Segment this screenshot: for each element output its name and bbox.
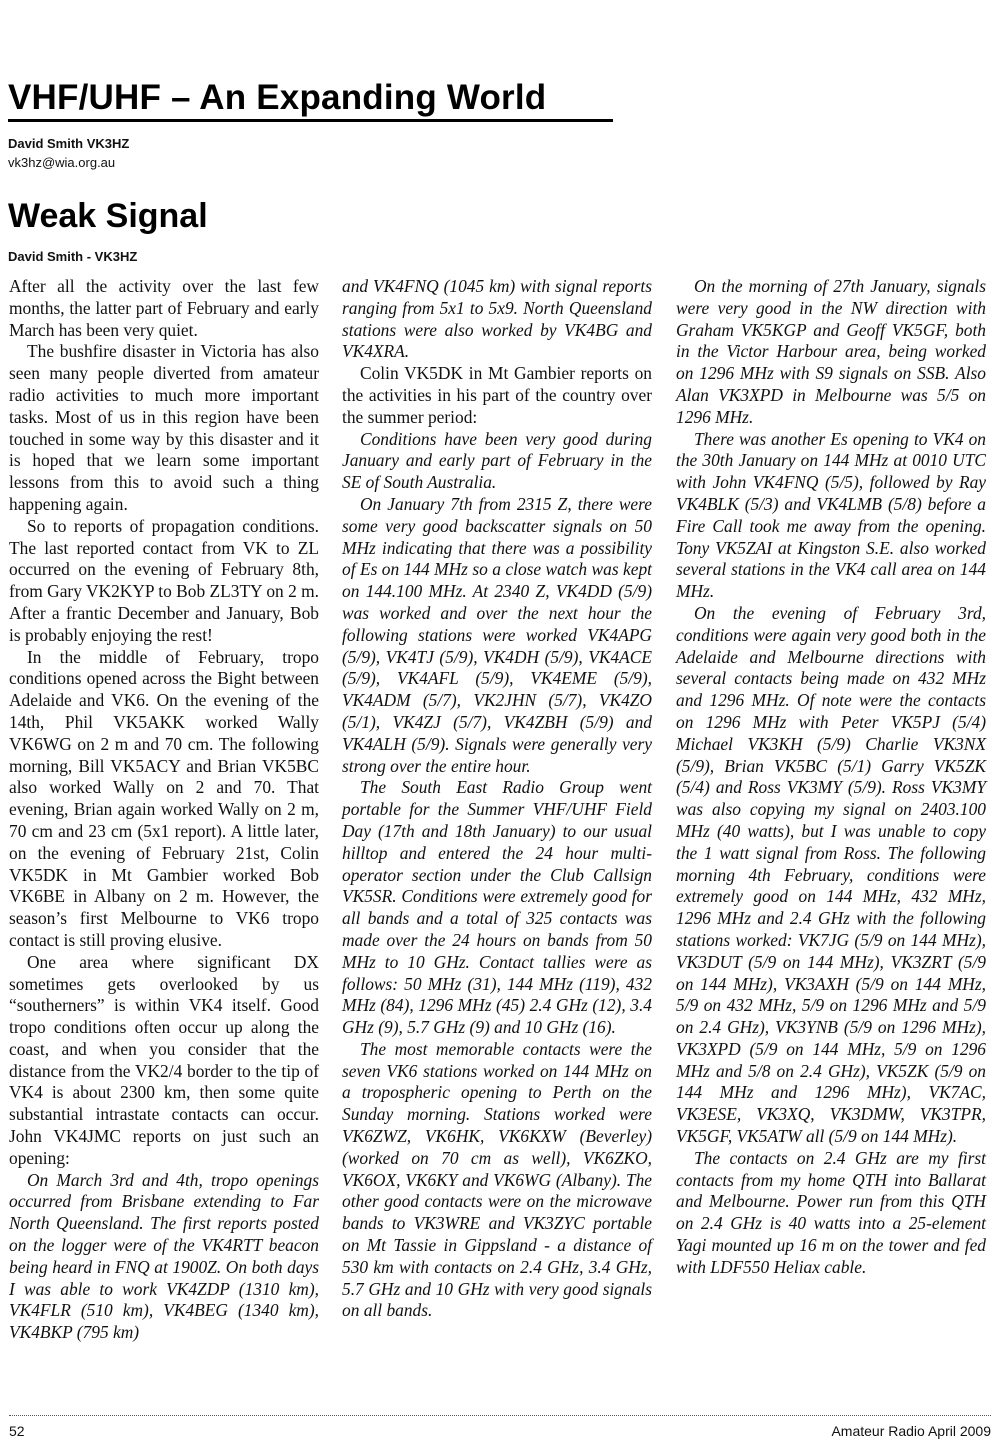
quoted-paragraph: On the evening of February 3rd, conditions were again very good both in the Adelaide and Melbourne directions with several contacts being made on 432 MHz and 1296 MHz. Of note were the contacts on 1296 MHz with Peter VK5PJ (5/4) Michael VK3KH (5/9) Charlie VK3NX (5/9), Brian VK5BC (5/1) Garry VK5ZK (5/4) and Ross VK3MY (5/9). Ross VK3MY was also copying my signal on 2403.100 MHz (40 watts), but I was unable to copy the 1 watt signal from Ross. The following morning 4th February, conditions were extremely good on 144 MHz, 432 MHz, 1296 MHz and 2.4 GHz with the following stations worked: VK7JG (5/9 on 144 MHz), VK3DUT (5/9 on 144 MHz), VK3ZRT (5/9 on 144 MHz), VK3AXH (5/9 on 144 MHz, 5/9 on 432 MHz, 5/9 on 1296 MHz and 5/9 on 2.4 GHz), VK3YNB (5/9 on 1296 MHz), VK3XPD (5/9 on 144 MHz, 5/9 on 1296 MHz and 5/8 on 2.4 GHz), VK5ZK (5/9 on 144 MHz and 1296 MHz), VK7AC, VK3ESE, VK3XQ, VK3DMW, VK3TPR, VK5GF, VK5ATW all (5/9 on 144 MHz). [676, 602, 986, 1147]
text-column-3 [676, 276, 986, 1279]
quoted-paragraph: The most memorable contacts were the seven VK6 stations worked on 144 MHz on a tropospheric opening to Perth on the Sunday morning. Stations worked were VK6ZWZ, VK6HK, VK6KXW (Beverley) (worked on 70 cm as well), VK6ZKO, VK6OX, VK6KY and VK6WG (Albany). The other good contacts were on the microwave bands to VK3WRE and VK3ZYC portable on Mt Tassie in Gippsland - a distance of 530 km with contacts on 2.4 GHz, 3.4 GHz, 5.7 GHz and 10 GHz with very good signals on all bands. [342, 1038, 652, 1321]
magazine-issue: Amateur Radio April 2009 [831, 1423, 991, 1439]
text-column-1 [9, 276, 319, 1344]
section-title: Weak Signal [8, 197, 208, 235]
author-name: David Smith VK3HZ [8, 136, 130, 151]
paragraph: So to reports of propagation conditions. The last reported contact from VK to ZL occurred on the evening of February 8th, from Gary VK2KYP to Bob ZL3TY on 2 m. After a frantic December and January, Bob is probably enjoying the rest! [9, 515, 319, 645]
quoted-paragraph: On January 7th from 2315 Z, there were some very good backscatter signals on 50 MHz indicating that there was a possibility of Es on 144 MHz so a close watch was kept on 144.100 MHz. At 2340 Z, VK4DD (5/9) was worked and over the next hour the following stations were worked VK4APG (5/9), VK4TJ (5/9), VK4DH (5/9), VK4ACE (5/9), VK4AFL (5/9), VK4EME (5/9), VK4ADM (5/7), VK2JHN (5/7), VK4ZO (5/1), VK4ZJ (5/7), VK4ZBH (5/9) and VK4ALH (5/9). Signals were generally very strong over the entire hour. [342, 493, 652, 776]
quoted-paragraph: The contacts on 2.4 GHz are my first contacts from my home QTH into Ballarat and Melbourne. Power run from this QTH on 2.4 GHz is 40 watts into a 25-element Yagi mounted up 16 m on the tower and fed with LDF550 Heliax cable. [676, 1147, 986, 1277]
quoted-paragraph: Conditions have been very good during January and early part of February in the SE of South Australia. [342, 428, 652, 493]
paragraph: One area where significant DX sometimes gets overlooked by us “southerners” is within VK4 itself. Good tropo conditions often occur up along the coast, and when you consider that the distance from the VK2/4 border to the tip of VK4 is about 2300 km, then some quite substantial intrastate contacts can occur. John VK4JMC reports on just such an opening: [9, 951, 319, 1168]
article-title: VHF/UHF – An Expanding World [8, 78, 613, 122]
section-byline: David Smith - VK3HZ [8, 249, 138, 264]
quoted-paragraph: There was another Es opening to VK4 on the 30th January on 144 MHz at 0010 UTC with John VK4FNQ (5/5), followed by Ray VK4BLK (5/3) and VK4LMB (5/8) before a Fire Call took me away from the opening. Tony VK5ZAI at Kingston S.E. also worked several stations in the VK4 call area on 144 MHz. [676, 428, 986, 602]
footer-divider [9, 1415, 991, 1416]
author-block [8, 134, 129, 172]
author-email: vk3hz@wia.org.au [8, 155, 116, 170]
quoted-paragraph: On March 3rd and 4th, tropo openings occurred from Brisbane extending to Far North Queensland. The first reports posted on the logger were of the VK4RTT beacon being heard in FNQ at 1900Z. On both days I was able to work VK4ZDP (1310 km), VK4FLR (510 km), VK4BEG (1340 km), VK4BKP (795 km) [9, 1169, 319, 1343]
paragraph: The bushfire disaster in Victoria has also seen many people diverted from amateur radio activities to much more important tasks. Most of us in this region have been touched in some way by this disaster and it is hoped that we learn some important lessons from this to avoid such a thing happening again. [9, 341, 319, 514]
paragraph: Colin VK5DK in Mt Gambier reports on the activities in his part of the country over the summer period: [342, 363, 652, 427]
paragraph: After all the activity over the last few months, the latter part of February and early March has been very quiet. [9, 276, 319, 340]
paragraph: In the middle of February, tropo conditions opened across the Bight between Adelaide and VK6. On the evening of the 14th, Phil VK5AKK worked Wally VK6WG on 2 m and 70 cm. The following morning, Bill VK5ACY and Brian VK5BC also worked Wally on 2 and 70. That evening, Brian again worked Wally on 2 m, 70 cm and 23 cm (5x1 report). A little later, on the evening of February 21st, Colin VK5DK in Mt Gambier worked Bob VK6BE in Albany on 2 m. However, the season’s first Melbourne to VK6 tropo contact is still proving elusive. [9, 646, 319, 950]
quoted-paragraph: On the morning of 27th January, signals were very good in the NW direction with Graham VK5KGP and Geoff VK5GF, both in the Victor Harbour area, being worked on 1296 MHz with S9 signals on SSB. Also Alan VK3XPD in Melbourne was 5/5 on 1296 MHz. [676, 276, 986, 427]
quoted-paragraph: The South East Radio Group went portable for the Summer VHF/UHF Field Day (17th and 18th January) to our usual hilltop and entered the 24 hour multi-operator section under the Club Callsign VK5SR. Conditions were extremely good for all bands and a total of 325 contacts was made over the 24 hours on bands from 50 MHz to 10 GHz. Contact tallies were as follows: 50 MHz (31), 144 MHz (119), 432 MHz (84), 1296 MHz (45) 2.4 GHz (12), 3.4 GHz (9), 5.7 GHz (9) and 10 GHz (16). [342, 777, 652, 1038]
quoted-paragraph: and VK4FNQ (1045 km) with signal reports ranging from 5x1 to 5x9. North Queensland stations were also worked by VK4BG and VK4XRA. [342, 276, 652, 362]
text-column-2 [342, 276, 652, 1322]
page-number: 52 [9, 1423, 25, 1439]
